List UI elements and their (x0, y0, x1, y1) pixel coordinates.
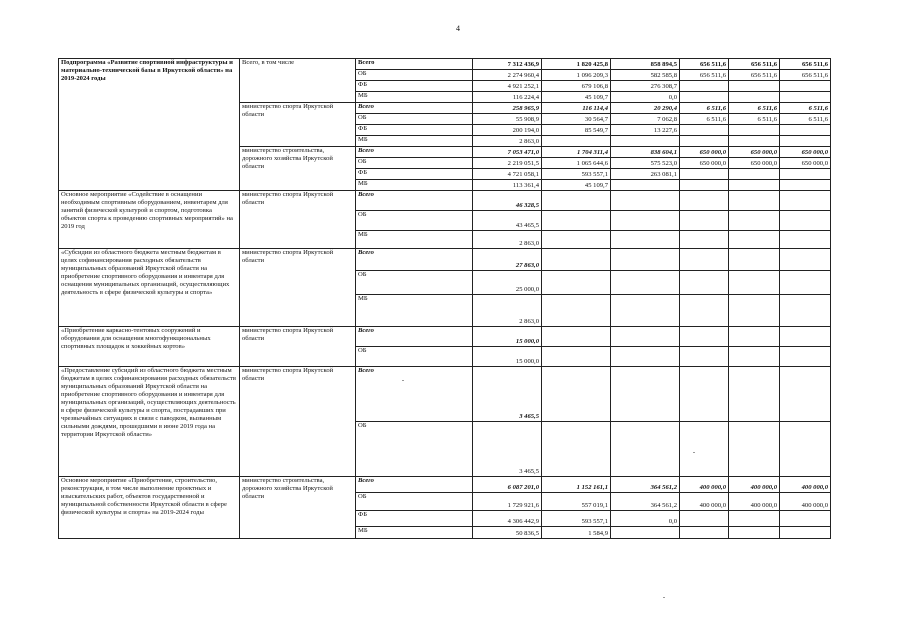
funding-source: МБ (356, 295, 473, 327)
table-row (59, 59, 831, 70)
amount-cell (780, 347, 831, 367)
table-row (59, 327, 831, 347)
funding-source: Всего (356, 327, 473, 347)
amount-cell: 2 863,0 (473, 136, 542, 147)
amount-cell: 2 274 960,4 (473, 70, 542, 81)
amount-cell (542, 211, 611, 231)
measure-name: Основное мероприятие «Приобретение, строительство, реконструкция, в том числе выполнение проектных и изыскательских работ, объектов государственной и муниципальной собственности Иркутской области в сфере физической культуры и спорта» на 2019-2024 годы (59, 477, 240, 539)
amount-cell (611, 231, 680, 249)
amount-cell: 2 863,0 (473, 231, 542, 249)
responsible-executor: министерство спорта Иркутской области (240, 327, 356, 367)
budget-table (58, 58, 831, 539)
amount-cell (680, 125, 729, 136)
amount-cell (611, 249, 680, 271)
amount-cell: 656 511,6 (729, 59, 780, 70)
amount-cell (729, 271, 780, 295)
amount-cell: 650 000,0 (680, 158, 729, 169)
amount-cell (611, 191, 680, 211)
amount-cell (680, 347, 729, 367)
funding-source: МБ (356, 180, 473, 191)
amount-cell (680, 367, 729, 422)
amount-cell: 400 000,0 (680, 477, 729, 493)
amount-cell (680, 136, 729, 147)
funding-source: ОБ (356, 70, 473, 81)
amount-cell: 1 704 311,4 (542, 147, 611, 158)
funding-source: ОБ (356, 114, 473, 125)
amount-cell (542, 422, 611, 477)
funding-source: МБ (356, 136, 473, 147)
amount-cell: 7 053 471,0 (473, 147, 542, 158)
amount-cell: 656 511,6 (680, 59, 729, 70)
amount-cell (680, 211, 729, 231)
amount-cell: 6 511,6 (780, 103, 831, 114)
amount-cell: 593 557,1 (542, 511, 611, 527)
amount-cell (611, 271, 680, 295)
scan-speck (663, 597, 665, 598)
amount-cell (680, 191, 729, 211)
funding-source: ФБ (356, 511, 473, 527)
amount-cell (680, 169, 729, 180)
funding-source: Всего (356, 103, 473, 114)
amount-cell: 4 721 058,1 (473, 169, 542, 180)
funding-source: Всего (356, 367, 473, 422)
amount-cell (611, 422, 680, 477)
amount-cell: 113 361,4 (473, 180, 542, 191)
amount-cell (542, 295, 611, 327)
amount-cell (542, 347, 611, 367)
funding-source: Всего (356, 59, 473, 70)
amount-cell (780, 136, 831, 147)
amount-cell (680, 327, 729, 347)
funding-source: МБ (356, 92, 473, 103)
amount-cell: 1 584,9 (542, 527, 611, 539)
amount-cell: 650 000,0 (729, 147, 780, 158)
amount-cell (729, 169, 780, 180)
amount-cell (542, 367, 611, 422)
responsible-executor: министерство спорта Иркутской области (240, 249, 356, 327)
amount-cell (729, 180, 780, 191)
amount-cell (542, 249, 611, 271)
amount-cell: 46 328,5 (473, 191, 542, 211)
amount-cell: 15 000,0 (473, 327, 542, 347)
amount-cell: 656 511,6 (780, 59, 831, 70)
amount-cell: 400 000,0 (729, 477, 780, 493)
amount-cell (680, 422, 729, 477)
amount-cell (542, 271, 611, 295)
amount-cell: 656 511,6 (780, 70, 831, 81)
amount-cell (780, 92, 831, 103)
amount-cell: 116 114,4 (542, 103, 611, 114)
measure-name: Подпрограмма «Развитие спортивной инфраструктуры и материально-технической базы в Иркутской области» на 2019-2024 годы (59, 59, 240, 191)
amount-cell (680, 249, 729, 271)
amount-cell (780, 271, 831, 295)
table-row (59, 477, 831, 493)
amount-cell (780, 295, 831, 327)
amount-cell: 1 065 644,6 (542, 158, 611, 169)
amount-cell: 650 000,0 (780, 147, 831, 158)
amount-cell (611, 180, 680, 191)
amount-cell (729, 191, 780, 211)
amount-cell (542, 327, 611, 347)
amount-cell: 30 564,7 (542, 114, 611, 125)
scan-speck (402, 380, 404, 381)
amount-cell (729, 327, 780, 347)
responsible-executor: министерство строительства, дорожного хозяйства Иркутской области (240, 147, 356, 191)
amount-cell (542, 191, 611, 211)
amount-cell: 1 820 425,8 (542, 59, 611, 70)
funding-source: Всего (356, 249, 473, 271)
amount-cell: 200 194,0 (473, 125, 542, 136)
amount-cell (680, 180, 729, 191)
amount-cell (780, 367, 831, 422)
amount-cell: 679 106,8 (542, 81, 611, 92)
amount-cell: 4 921 252,1 (473, 81, 542, 92)
amount-cell (729, 231, 780, 249)
funding-source: ОБ (356, 347, 473, 367)
amount-cell: 3 465,5 (473, 422, 542, 477)
amount-cell (780, 191, 831, 211)
amount-cell: 13 227,6 (611, 125, 680, 136)
amount-cell: 575 523,0 (611, 158, 680, 169)
amount-cell (780, 125, 831, 136)
amount-cell (680, 81, 729, 92)
amount-cell: 656 511,6 (680, 70, 729, 81)
funding-source: ФБ (356, 125, 473, 136)
measure-name: «Приобретение каркасно-тентовых сооружений и оборудования для оснащения многофункциональных спортивных площадок и хоккейных кортов» (59, 327, 240, 367)
amount-cell (729, 92, 780, 103)
amount-cell: 263 081,1 (611, 169, 680, 180)
responsible-executor: министерство спорта Иркутской области (240, 367, 356, 477)
funding-source: Всего (356, 191, 473, 211)
responsible-executor: министерство спорта Иркутской области (240, 103, 356, 147)
amount-cell (729, 81, 780, 92)
funding-source: МБ (356, 231, 473, 249)
amount-cell (611, 136, 680, 147)
amount-cell: 15 000,0 (473, 347, 542, 367)
amount-cell (780, 231, 831, 249)
amount-cell: 43 465,5 (473, 211, 542, 231)
amount-cell (729, 249, 780, 271)
amount-cell: 27 863,0 (473, 249, 542, 271)
funding-source: МБ (356, 527, 473, 539)
amount-cell: 557 019,1 (542, 493, 611, 511)
amount-cell (729, 511, 780, 527)
amount-cell (780, 169, 831, 180)
amount-cell (611, 211, 680, 231)
funding-source: ФБ (356, 169, 473, 180)
amount-cell: 3 465,5 (473, 367, 542, 422)
amount-cell (680, 271, 729, 295)
amount-cell (780, 422, 831, 477)
amount-cell (729, 125, 780, 136)
measure-name: «Предоставление субсидий из областного бюджета местным бюджетам в целях софинансирования расходных обязательств муниципальных образований Иркутской области на приобретение спортивного оборудования и инвентаря для муниципальных организаций, осуществляющих деятельность в сфере физической культуры и спорта, пострадавших при чрезвычайных ситуациях в связи с паводком, вызванным сильными дождями, прошедшими в июне 2019 года на территории Иркутской области» (59, 367, 240, 477)
amount-cell: 85 549,7 (542, 125, 611, 136)
amount-cell: 6 511,6 (680, 103, 729, 114)
amount-cell: 45 109,7 (542, 92, 611, 103)
table-row (59, 249, 831, 271)
amount-cell: 364 561,2 (611, 493, 680, 511)
funding-source: ОБ (356, 211, 473, 231)
amount-cell: 0,0 (611, 511, 680, 527)
amount-cell (680, 92, 729, 103)
amount-cell: 7 062,8 (611, 114, 680, 125)
amount-cell: 858 894,5 (611, 59, 680, 70)
responsible-executor: министерство строительства, дорожного хозяйства Иркутской области (240, 477, 356, 539)
page-number: 4 (456, 24, 460, 33)
amount-cell: 400 000,0 (729, 493, 780, 511)
amount-cell: 650 000,0 (680, 147, 729, 158)
amount-cell: 50 836,5 (473, 527, 542, 539)
amount-cell: 1 152 161,1 (542, 477, 611, 493)
amount-cell: 6 087 201,0 (473, 477, 542, 493)
amount-cell: 582 585,8 (611, 70, 680, 81)
amount-cell (780, 327, 831, 347)
amount-cell: 2 219 051,5 (473, 158, 542, 169)
amount-cell (780, 511, 831, 527)
amount-cell (780, 527, 831, 539)
amount-cell (729, 295, 780, 327)
amount-cell (611, 295, 680, 327)
amount-cell (680, 511, 729, 527)
amount-cell (542, 231, 611, 249)
amount-cell: 0,0 (611, 92, 680, 103)
amount-cell: 2 863,0 (473, 295, 542, 327)
amount-cell (729, 367, 780, 422)
table-row (59, 367, 831, 422)
amount-cell (680, 527, 729, 539)
amount-cell (611, 527, 680, 539)
amount-cell: 4 306 442,9 (473, 511, 542, 527)
responsible-executor: Всего, в том числе (240, 59, 356, 103)
amount-cell (611, 347, 680, 367)
amount-cell: 6 511,6 (680, 114, 729, 125)
amount-cell: 6 511,6 (780, 114, 831, 125)
amount-cell (780, 211, 831, 231)
measure-name: «Субсидии из областного бюджета местным бюджетам в целях софинансирования расходных обязательств муниципальных образований Иркутской области на приобретение спортивного оборудования и инвентаря для оснащения муниципальных организаций, осуществляющих деятельность в сфере физической культуры и спорта» (59, 249, 240, 327)
amount-cell: 364 561,2 (611, 477, 680, 493)
amount-cell: 25 000,0 (473, 271, 542, 295)
amount-cell: 258 965,9 (473, 103, 542, 114)
funding-source: ФБ (356, 81, 473, 92)
amount-cell: 838 604,1 (611, 147, 680, 158)
table-row (59, 191, 831, 211)
amount-cell: 650 000,0 (780, 158, 831, 169)
funding-source: Всего (356, 477, 473, 493)
funding-source: ОБ (356, 422, 473, 477)
amount-cell: 1 096 209,3 (542, 70, 611, 81)
scan-speck (693, 452, 695, 453)
amount-cell: 656 511,6 (729, 70, 780, 81)
amount-cell: 400 000,0 (680, 493, 729, 511)
amount-cell (729, 347, 780, 367)
amount-cell (542, 136, 611, 147)
amount-cell: 116 224,4 (473, 92, 542, 103)
amount-cell (611, 327, 680, 347)
amount-cell: 20 290,4 (611, 103, 680, 114)
amount-cell (729, 136, 780, 147)
amount-cell (680, 231, 729, 249)
amount-cell: 55 908,9 (473, 114, 542, 125)
funding-source: Всего (356, 147, 473, 158)
amount-cell: 45 109,7 (542, 180, 611, 191)
amount-cell (680, 295, 729, 327)
amount-cell (729, 527, 780, 539)
amount-cell: 400 000,0 (780, 493, 831, 511)
amount-cell: 650 000,0 (729, 158, 780, 169)
amount-cell (729, 422, 780, 477)
amount-cell: 593 557,1 (542, 169, 611, 180)
amount-cell (780, 249, 831, 271)
measure-name: Основное мероприятие «Содействие в оснащении необходимым спортивным оборудованием, инвентарем для занятий физической культурой и спортом, подготовка объектов спорта к проведению спортивных мероприятий» на 2019 год (59, 191, 240, 249)
amount-cell (780, 180, 831, 191)
funding-source: ОБ (356, 493, 473, 511)
amount-cell (780, 81, 831, 92)
amount-cell (611, 367, 680, 422)
amount-cell: 6 511,6 (729, 114, 780, 125)
amount-cell: 400 000,0 (780, 477, 831, 493)
amount-cell: 6 511,6 (729, 103, 780, 114)
amount-cell (729, 211, 780, 231)
funding-source: ОБ (356, 158, 473, 169)
responsible-executor: министерство спорта Иркутской области (240, 191, 356, 249)
amount-cell: 276 308,7 (611, 81, 680, 92)
amount-cell: 1 729 921,6 (473, 493, 542, 511)
amount-cell: 7 312 436,9 (473, 59, 542, 70)
funding-source: ОБ (356, 271, 473, 295)
